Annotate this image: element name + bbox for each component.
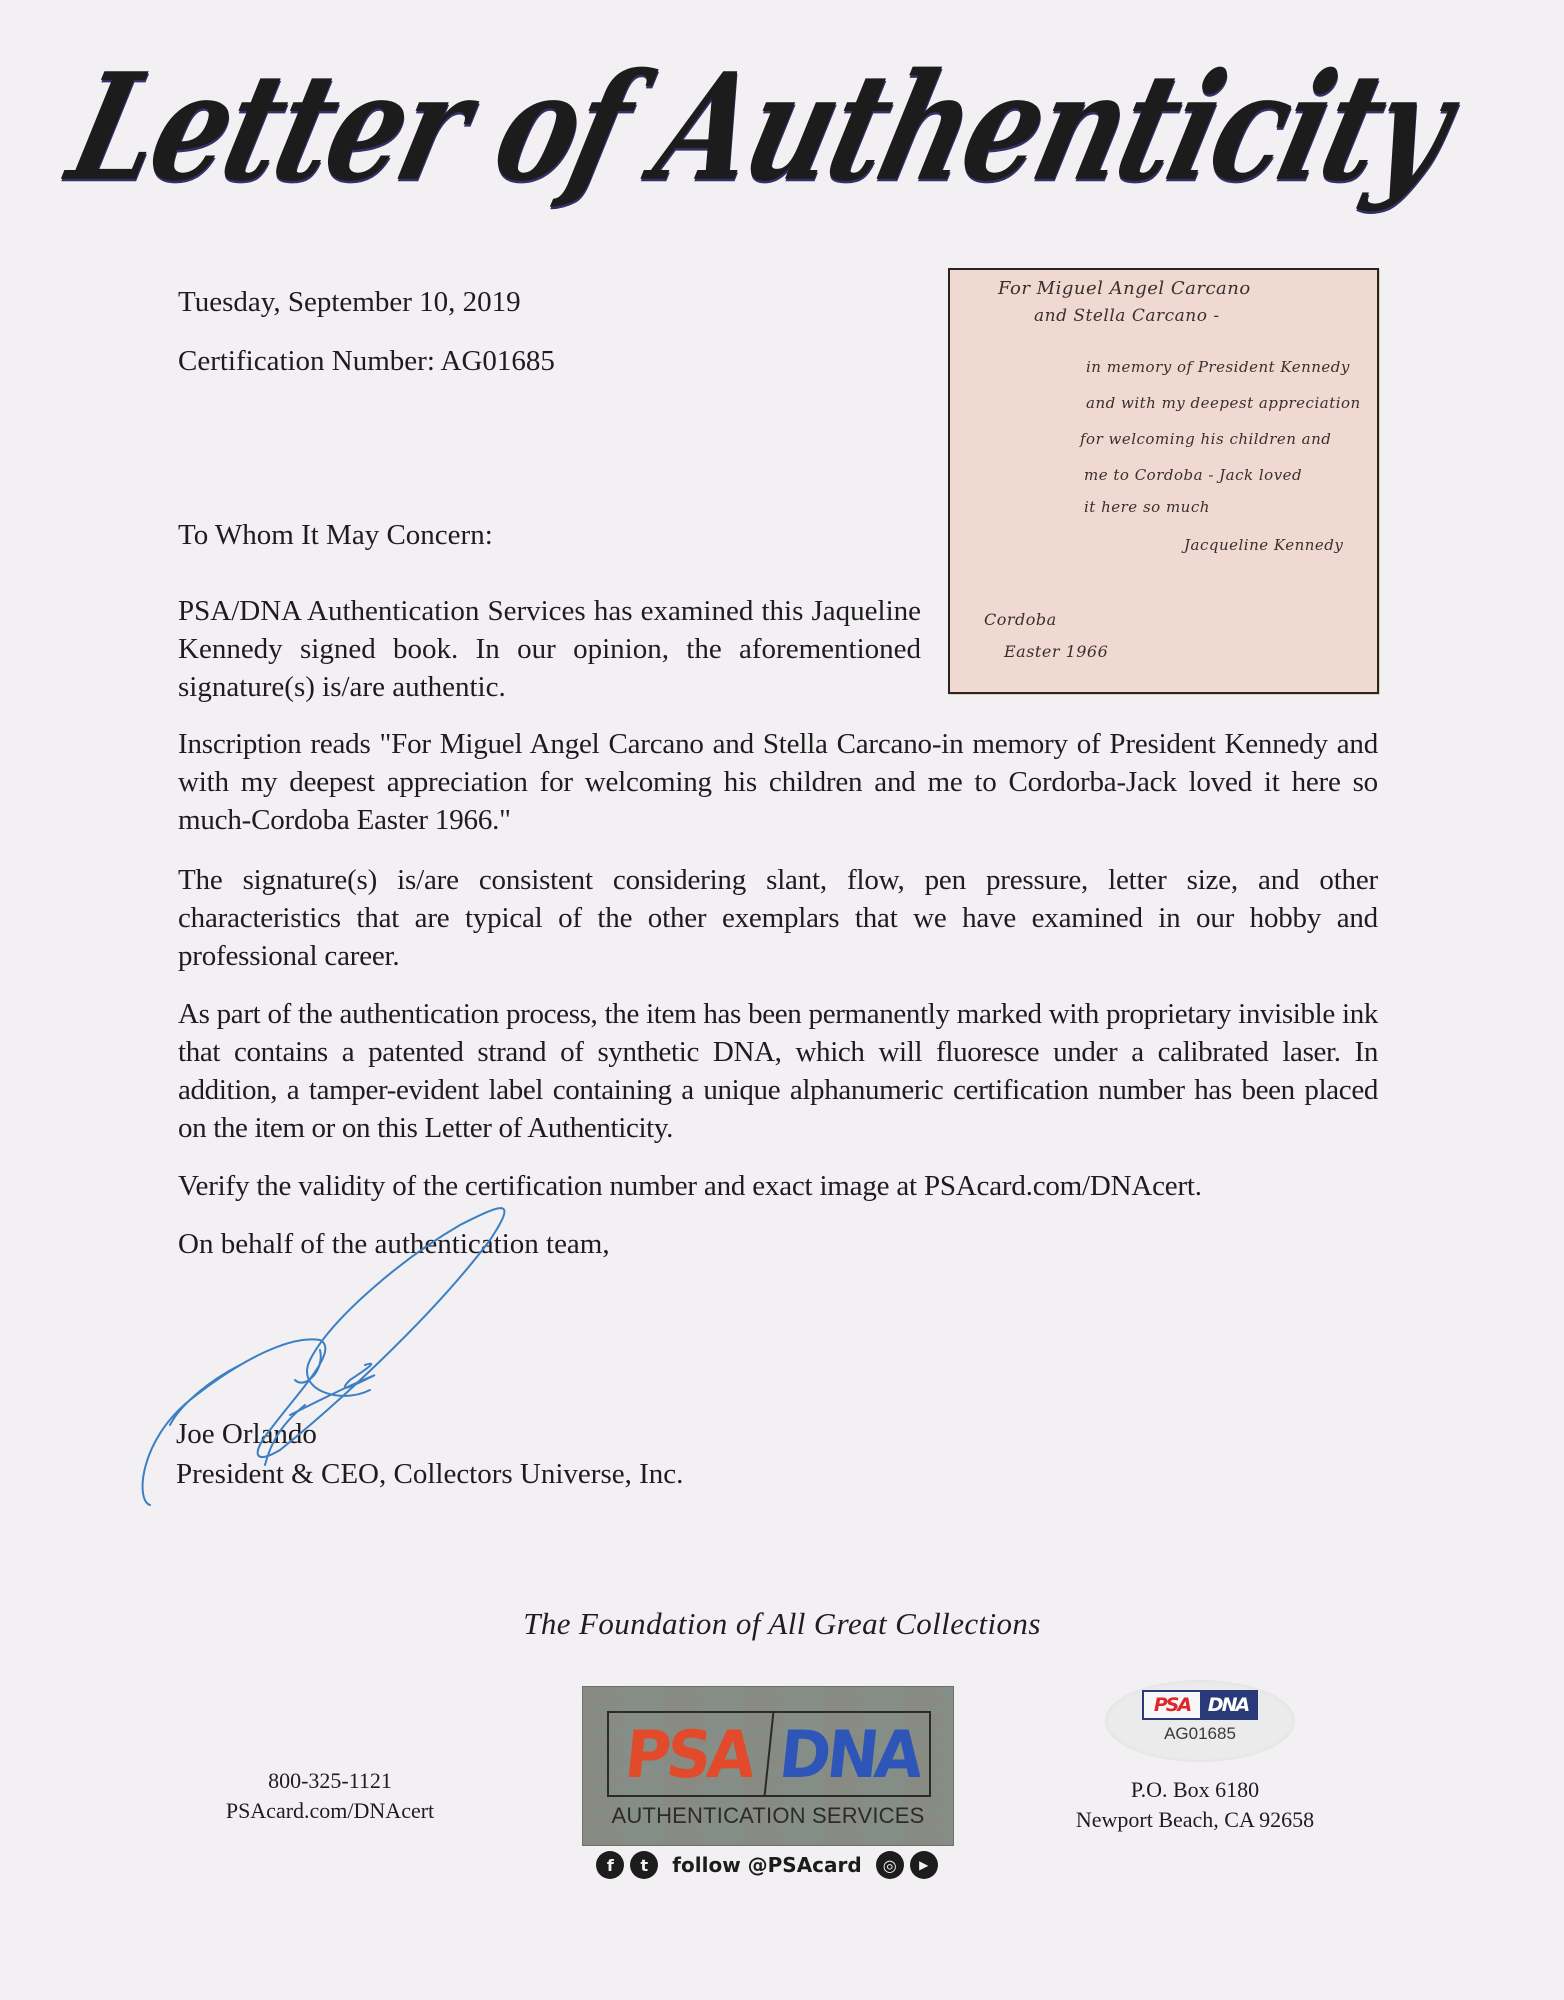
logo-psa-text: PSA bbox=[604, 1711, 774, 1797]
authentication-sticker bbox=[1105, 1680, 1295, 1762]
instagram-icon[interactable]: ◎ bbox=[876, 1851, 904, 1879]
website-link[interactable]: PSAcard.com/DNAcert bbox=[225, 1798, 435, 1823]
psa-dna-hologram-logo bbox=[582, 1686, 954, 1846]
social-follow-row bbox=[582, 1850, 952, 1880]
sticker-logo bbox=[1142, 1690, 1258, 1720]
certification-number: Certification Number: AG01685 bbox=[178, 345, 555, 377]
inscription-line: it here so much bbox=[1084, 498, 1210, 516]
document-title: Letter of Authenticity bbox=[54, 40, 1466, 214]
address-line-1: P.O. Box 6180 bbox=[1130, 1777, 1260, 1802]
sticker-cert-number: AG01685 bbox=[1164, 1724, 1236, 1743]
signature-stroke bbox=[280, 1208, 504, 1450]
sticker-psa-text: PSA bbox=[1153, 1694, 1191, 1716]
salutation: To Whom It May Concern: bbox=[178, 519, 493, 551]
inscription-line: for welcoming his children and bbox=[1080, 430, 1332, 448]
signer-name: Joe Orlando bbox=[176, 1418, 317, 1450]
inscription-signature: Jacqueline Kennedy bbox=[1184, 536, 1344, 554]
sticker-dna-text: DNA bbox=[1200, 1692, 1256, 1718]
handwritten-signature bbox=[130, 1200, 770, 1520]
inscription-line: For Miguel Angel Carcano bbox=[998, 278, 1251, 299]
signature-stroke bbox=[170, 1365, 240, 1425]
signature-stroke bbox=[143, 1339, 326, 1505]
inscription-line: in memory of President Kennedy bbox=[1086, 358, 1350, 376]
inscription-image bbox=[948, 268, 1379, 694]
youtube-icon[interactable]: ▶ bbox=[910, 1851, 938, 1879]
paragraph-inscription: Inscription reads "For Miguel Angel Carcano and Stella Carcano-in memory of President Kennedy and with my deepest appreciation for welcoming his children and me to Cordorba-Jack loved it here so much-Cordoba Easter 1966." bbox=[178, 728, 1378, 836]
inscription-place: Cordoba bbox=[984, 610, 1057, 629]
facebook-icon[interactable]: f bbox=[596, 1851, 624, 1879]
logo-frame bbox=[607, 1711, 931, 1797]
logo-dna-text: DNA bbox=[775, 1715, 924, 1793]
closing-line: On behalf of the authentication team, bbox=[178, 1228, 610, 1260]
verify-instructions: Verify the validity of the certification number and exact image at PSAcard.com/DNAcert. bbox=[178, 1170, 1202, 1202]
twitter-icon[interactable]: t bbox=[630, 1851, 658, 1879]
footer-tagline: The Foundation of All Great Collections bbox=[523, 1606, 1041, 1641]
inscription-line: and Stella Carcano - bbox=[1034, 306, 1220, 326]
phone-number: 800-325-1121 bbox=[268, 1768, 392, 1793]
inscription-line: me to Cordoba - Jack loved bbox=[1084, 466, 1303, 484]
contact-info bbox=[190, 1766, 470, 1826]
mailing-address bbox=[1040, 1775, 1350, 1835]
inscription-line: and with my deepest appreciation bbox=[1086, 394, 1361, 412]
address-line-2: Newport Beach, CA 92658 bbox=[1075, 1807, 1315, 1832]
letter-date: Tuesday, September 10, 2019 bbox=[178, 286, 521, 318]
signer-title: President & CEO, Collectors Universe, Inc. bbox=[176, 1458, 684, 1490]
paragraph-process: As part of the authentication process, the item has been permanently marked with proprietary invisible ink that contains a patented strand of synthetic DNA, which will fluoresce under a calibrated laser. In addition, a tamper-evident label containing a unique alphanumeric certification number has been placed on the item or on this Letter of Authenticity. bbox=[178, 998, 1378, 1144]
follow-handle[interactable]: follow @PSAcard bbox=[672, 1853, 862, 1877]
inscription-date: Easter 1966 bbox=[1004, 642, 1109, 661]
logo-caption: AUTHENTICATION SERVICES bbox=[611, 1803, 925, 1828]
paragraph-consistency: The signature(s) is/are consistent considering slant, flow, pen pressure, letter size, and other characteristics that are typical of the other exemplars that we have examined in our hobby and professional career. bbox=[178, 864, 1378, 972]
paragraph-examination: PSA/DNA Authentication Services has examined this Jaqueline Kennedy signed book. In our opinion, the aforementioned signature(s) is/are authentic. bbox=[178, 595, 921, 703]
